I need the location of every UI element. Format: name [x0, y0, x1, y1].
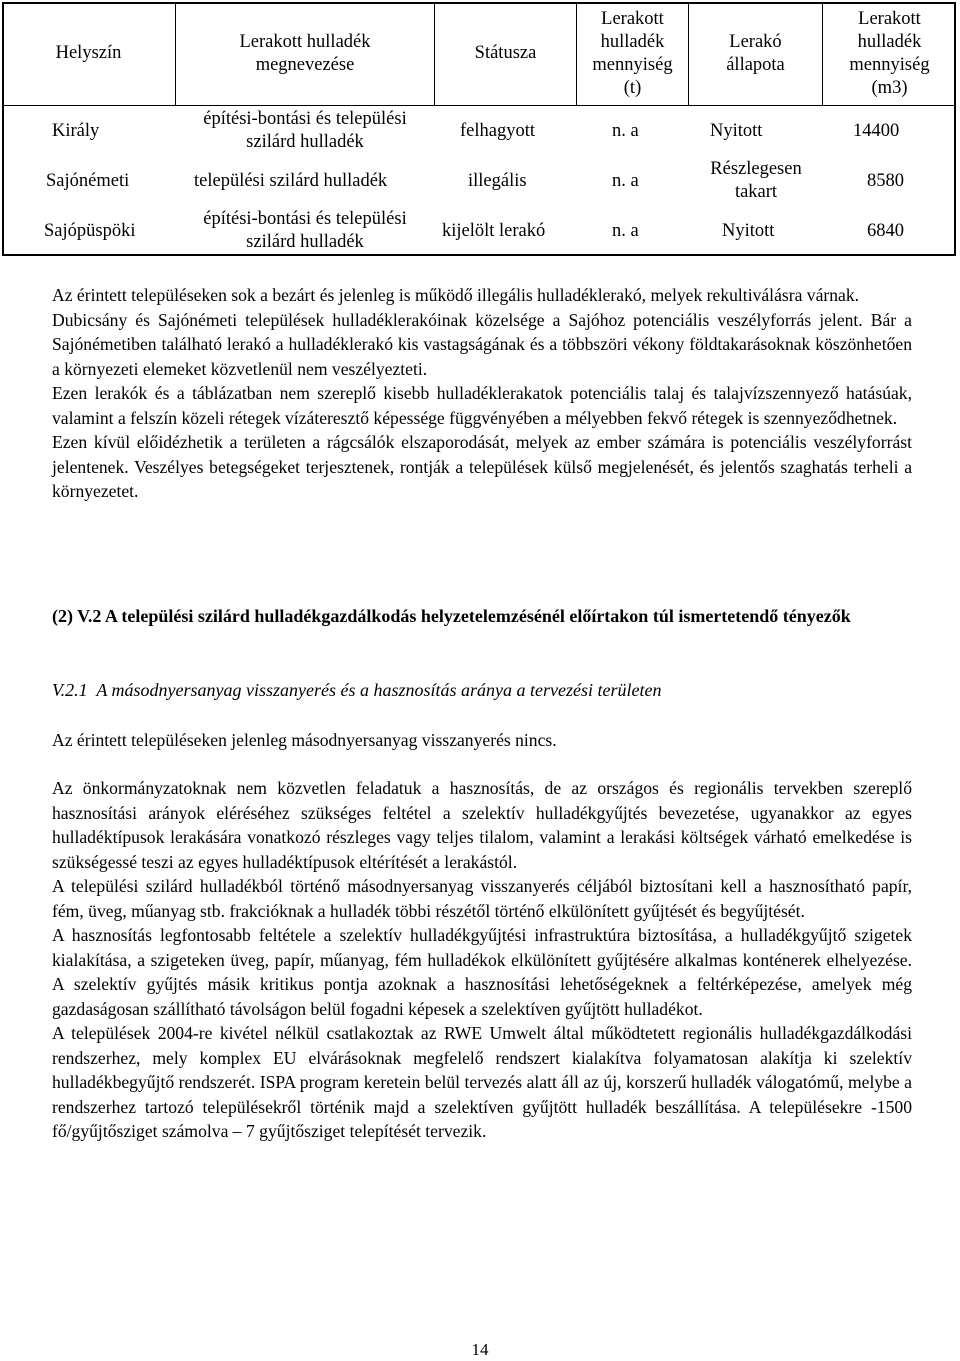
table-cell-quantity-t: n. a — [612, 221, 639, 241]
table-cell-status: felhagyott — [460, 121, 536, 141]
table-cell-quantity-m3: 14400 — [853, 121, 900, 141]
table-cell-waste: építési-bontási és települési szilárd hulladék — [203, 209, 407, 252]
table-cell-status: kijelölt lerakó — [442, 221, 546, 241]
header-site-state: Lerakó állapota — [726, 31, 785, 75]
table-cell-state: Nyitott — [710, 121, 763, 141]
table-cell-quantity-m3: 8580 — [867, 171, 904, 191]
paragraph: Az érintett településeken sok a bezárt és jelenleg is működő illegális hulladéklerakó, melyek rekultiválásra várnak. — [52, 285, 860, 305]
subsection-heading: V.2.1 A másodnyersanyag visszanyerés és a hasznosítás aránya a tervezési területen — [52, 680, 662, 700]
landfill-discussion — [52, 283, 912, 504]
paragraph: A hasznosítás legfontosabb feltétele a szelektív hulladékgyűjtési infrastruktúra biztosítása, a hulladékgyűjtő szigetek kialakítása, a szigeteken üveg, papír, műanyag, fém hulladékok elkülönített gyűjtésére alkalmas konténerek elhelyezése. A szelektív gyűjtés másik kritikus pontja azoknak a hasznosítási lehetőségeknek a feltérképezése, amelyek még gazdaságosan szállítható távolságon belül fogadni képesek a szelektíven gyűjtött hulladékot. — [52, 925, 912, 1019]
landfill-table — [2, 2, 956, 256]
header-location: Helyszín — [55, 43, 122, 63]
table-cell-state: Részlegesen takart — [710, 159, 802, 202]
header-divider — [2, 105, 956, 106]
section-heading: (2) V.2 A települési szilárd hulladékgazdálkodás helyzetelemzésénél előírtakon túl ismertetendő tényezők — [52, 606, 851, 626]
header-status: Státusza — [474, 43, 537, 63]
intro-text — [52, 728, 912, 753]
table-cell-waste: települési szilárd hulladék — [194, 171, 388, 191]
table-cell-quantity-m3: 6840 — [867, 221, 904, 241]
paragraph: Ezen kívül előidézhetik a területen a rágcsálók elszaporodását, melyek az ember számára is potenciális veszélyforrást jelentenek. Veszélyes betegségeket terjesztenek, rontják a települések külső megjelenését, és jelentős szaghatás terheli a környezetet. — [52, 432, 912, 501]
table-cell-location: Sajópüspöki — [44, 221, 136, 241]
header-quantity-m3: Lerakott hulladék mennyiség (m3) — [849, 8, 930, 98]
paragraph: Az önkormányzatoknak nem közvetlen feladatuk a hasznosítás, de az országos és regionális tervekben szereplő hasznosítási arányok eléréséhez szükséges feltétel a szelektív hulladékgyűjtés bevezetése, ugyanakkor az egyes hulladéktípusok lerakására vonatkozó részleges vagy teljes tilalom, valamint a lerakási költségek várható emelkedése is szükségessé teszi az egyes hulladéktípusok eltérítését a lerakástól. — [52, 778, 912, 872]
paragraph: Dubicsány és Sajónémeti települések hulladéklerakóinak közelsége a Sajóhoz potenciális veszélyforrás jelent. Bár a Sajónémetiben található lerakó a hulladéklerakó kis vastagságának és a többszöri vékony földtakarásoknak köszönhetően a környezeti elemeket közvetlenül nem veszélyezteti. — [52, 309, 912, 379]
recycling-discussion — [52, 776, 912, 1144]
table-cell-location: Király — [52, 121, 100, 141]
table-cell-location: Sajónémeti — [46, 171, 130, 191]
table-cell-status: illegális — [468, 171, 527, 191]
header-waste-name: Lerakott hulladék megnevezése — [239, 31, 371, 75]
paragraph: Ezen lerakók és a táblázatban nem szereplő kisebb hulladéklerakatok potenciális talaj és talajvízszennyező hatásúak, valamint a felszín közeli rétegek vízáteresztő képessége függvényében a mélyebben fekvő rétegek is szennyeződhetnek. — [52, 383, 912, 428]
paragraph: A települési szilárd hulladékból történő másodnyersanyag visszanyerés céljából biztosítani kell a hasznosítható papír, fém, üveg, műanyag stb. frakcióknak a hulladék többi részétől történő elkülönített gyűjtését és begyűjtését. — [52, 876, 912, 921]
table-cell-waste: építési-bontási és települési szilárd hulladék — [203, 109, 407, 152]
table-cell-quantity-t: n. a — [612, 171, 639, 191]
table-cell-quantity-t: n. a — [612, 121, 639, 141]
header-quantity-t: Lerakott hulladék mennyiség (t) — [592, 8, 673, 98]
paragraph: A települések 2004-re kivétel nélkül csatlakoztak az RWE Umwelt által működtetett regionális hulladékgazdálkodási rendszerhez, mely komplex EU elvárásoknak megfelelő rendszert kialakítva folyamatosan alakítja ki szelektív hulladékbegyűjtő rendszerét. ISPA program keretein belül tervezés alatt áll az új, korszerű hulladék válogatómű, melybe a rendszerhez tartozó településekről történik majd a szelektíven gyűjtött hulladék beszállítása. A településekre -1500 fő/gyűjtősziget számolva – 7 gyűjtősziget telepítését tervezik. — [52, 1023, 912, 1141]
paragraph: Az érintett településeken jelenleg másodnyersanyag visszanyerés nincs. — [52, 730, 557, 750]
page-number: 14 — [471, 1340, 489, 1359]
table-cell-state: Nyitott — [722, 221, 775, 241]
